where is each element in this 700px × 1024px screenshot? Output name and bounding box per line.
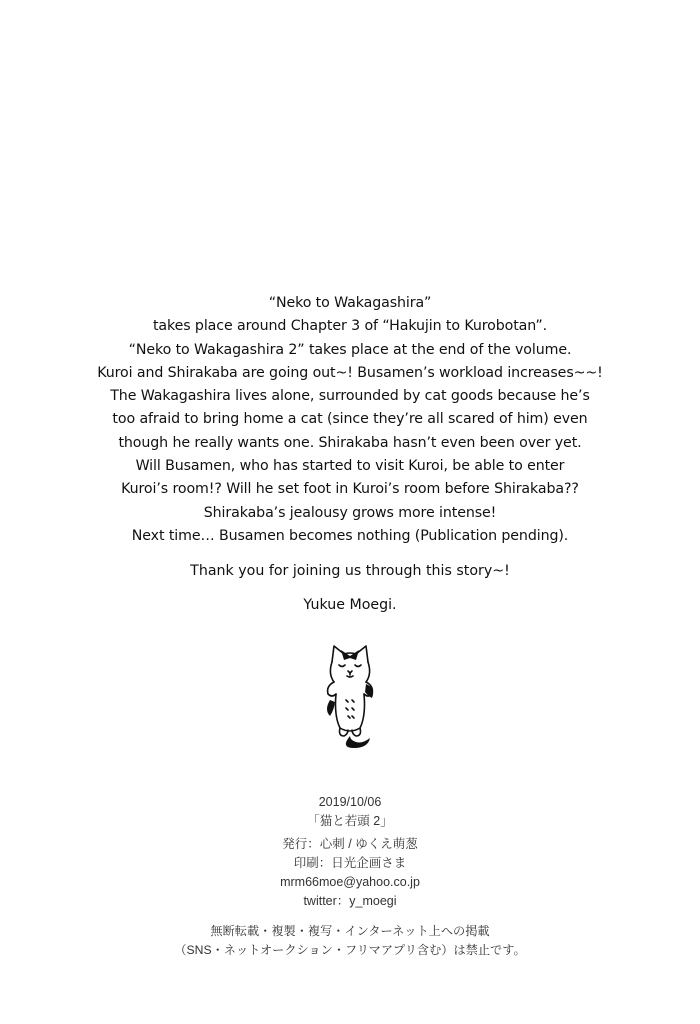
publication-date: 2019/10/06 xyxy=(318,795,382,809)
afterword-line: too afraid to bring home a cat (since they’re all scared of him) even xyxy=(112,411,588,428)
colophon-credits xyxy=(0,835,700,911)
afterword-line: takes place around Chapter 3 of “Hakujin to Kurobotan”. xyxy=(152,318,548,335)
notice-line: 無断転載・複製・複写・インターネット上への掲載 xyxy=(210,924,490,938)
copyright-notice xyxy=(0,922,700,960)
afterword-line: Shirakaba’s jealousy grows more intense! xyxy=(203,504,497,521)
printer-credit: 印刷：日光企画さま xyxy=(293,856,407,870)
afterword-line: Will Busamen, who has started to visit Kuroi, be able to enter xyxy=(135,458,565,475)
twitter-handle: twitter：y_moegi xyxy=(303,894,397,908)
afterword-line: Kuroi and Shirakaba are going out~! Busamen’s workload increases~~! xyxy=(97,364,603,381)
afterword-line: Kuroi’s room!? Will he set foot in Kuroi’s room before Shirakaba?? xyxy=(121,481,579,498)
afterword-line: The Wakagashira lives alone, surrounded by cat goods because he’s xyxy=(110,388,590,405)
contact-email: mrm66moe@yahoo.co.jp xyxy=(280,875,420,889)
afterword-text xyxy=(0,292,700,548)
publisher-credit: 発行：心刺 / ゆくえ萌葱 xyxy=(282,837,418,851)
publication-title: 「猫と若頭 2」 xyxy=(307,814,393,828)
notice-line: （SNS・ネットオークション・フリマアプリ含む）は禁止です。 xyxy=(174,943,526,957)
afterword-line: Next time… Busamen becomes nothing (Publication pending). xyxy=(131,527,569,544)
author-signature: Yukue Moegi. xyxy=(303,597,397,613)
cat-icon xyxy=(310,640,390,752)
afterword-line: though he really wants one. Shirakaba hasn’t even been over yet. xyxy=(118,434,582,451)
colophon-date-title xyxy=(0,793,700,831)
thanks-message: Thank you for joining us through this story~! xyxy=(190,563,510,579)
afterword-line: “Neko to Wakagashira” xyxy=(268,295,432,311)
afterword-line: “Neko to Wakagashira 2” takes place at the end of the volume. xyxy=(128,341,572,358)
